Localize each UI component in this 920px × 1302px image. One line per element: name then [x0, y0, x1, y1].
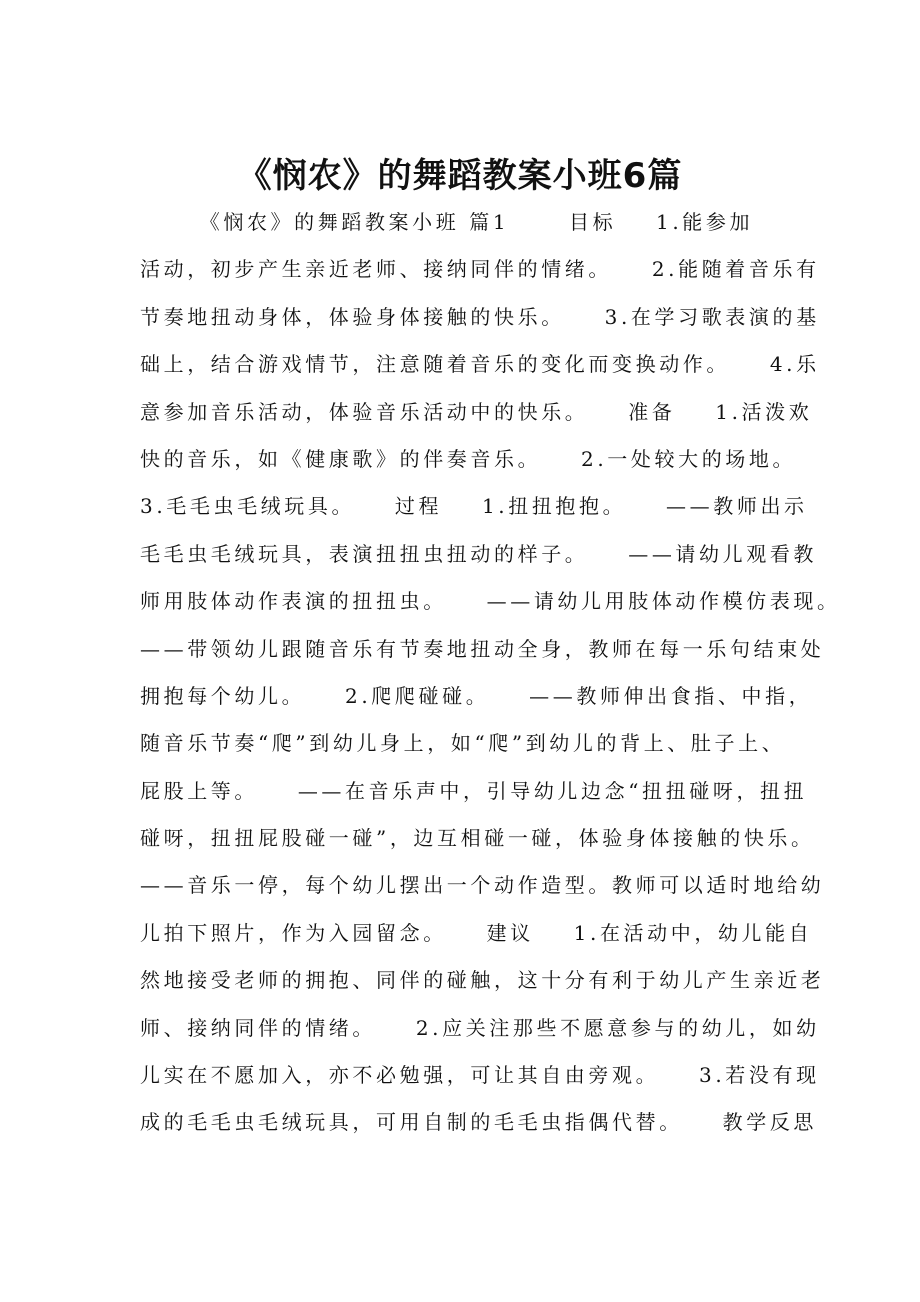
document-body: [140, 206, 841, 1154]
text-line: 拥抱每个幼儿。 2.爬爬碰碰。 ——教师伸出食指、中指，: [140, 683, 813, 708]
text-line: 《悯农》的舞蹈教案小班 篇1 目标 1.能参加: [140, 210, 754, 234]
text-line: 随音乐节奏“爬”到幼儿身上，如“爬”到幼儿的背上、肚子上、: [140, 731, 786, 756]
text-line: 碰呀，扭扭屁股碰一碰”，边互相碰一碰，体验身体接触的快乐。: [140, 826, 815, 851]
document-title: 《悯农》的舞蹈教案小班6篇: [237, 156, 683, 196]
text-line: ——音乐一停，每个幼儿摆出一个动作造型。教师可以适时地给幼: [140, 873, 825, 898]
text-line: 师、接纳同伴的情绪。 2.应关注那些不愿意参与的幼儿，如幼: [140, 1015, 820, 1040]
text-line: 屁股上等。 ——在音乐声中，引导幼儿边念“扭扭碰呀，扭扭: [140, 778, 808, 803]
text-line: 毛毛虫毛绒玩具，表演扭扭虫扭动的样子。 ——请幼儿观看教: [140, 541, 818, 566]
text-line: ——带领幼儿跟随音乐有节奏地扭动全身，教师在每一乐句结束处: [140, 636, 825, 661]
text-line: 快的音乐，如《健康歌》的伴奏音乐。 2.一处较大的场地。: [140, 446, 797, 471]
text-line: 儿拍下照片，作为入园留念。 建议 1.在活动中，幼儿能自: [140, 920, 813, 945]
text-line: 然地接受老师的拥抱、同伴的碰触，这十分有利于幼儿产生亲近老: [140, 968, 825, 993]
text-line: 活动，初步产生亲近老师、接纳同伴的情绪。 2.能随着音乐有: [140, 257, 820, 282]
text-line: 3.毛毛虫毛绒玩具。 过程 1.扭扭抱抱。 ——教师出示: [140, 494, 808, 519]
text-line: 成的毛毛虫毛绒玩具，可用自制的毛毛虫指偶代替。 教学反思: [140, 1110, 818, 1135]
text-line: 础上，结合游戏情节，注意随着音乐的变化而变换动作。 4.乐: [140, 352, 820, 377]
text-line: 儿实在不愿加入，亦不必勉强，可让其自由旁观。 3.若没有现: [140, 1063, 820, 1088]
text-line: 师用肢体动作表演的扭扭虫。 ——请幼儿用肢体动作模仿表现。: [140, 589, 841, 614]
text-line: 节奏地扭动身体，体验身体接触的快乐。 3.在学习歌表演的基: [140, 304, 820, 329]
text-line: 意参加音乐活动，体验音乐活动中的快乐。 准备 1.活泼欢: [140, 399, 813, 424]
